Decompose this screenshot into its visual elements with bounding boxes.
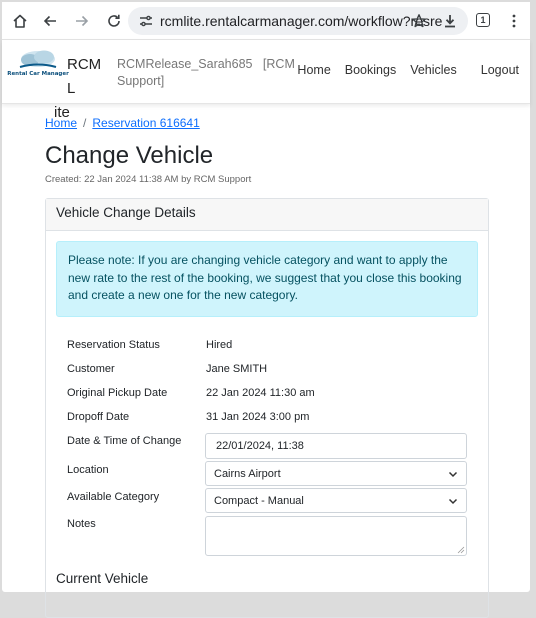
dropoff-label: Dropoff Date [67,411,130,423]
bookmark-star-icon[interactable] [407,9,431,33]
location-selected: Cairns Airport [214,468,281,480]
page-title: Change Vehicle [45,142,214,169]
tab-count-icon[interactable]: 1 [476,13,490,27]
browser-menu-icon[interactable] [502,9,526,33]
pickup-value: 22 Jan 2024 11:30 am [206,387,315,399]
category-selected: Compact - Manual [214,495,304,507]
breadcrumb-home-link[interactable]: Home [45,116,78,130]
user-name: RCMRelease_Sarah685 [117,57,253,71]
site-navbar [2,40,530,121]
breadcrumb [45,116,200,130]
current-vehicle-title: Current Vehicle [56,571,149,586]
reload-icon[interactable] [102,9,126,33]
category-select[interactable] [205,488,467,513]
nav-link-home[interactable]: Home [297,63,331,77]
main-content [2,104,530,592]
location-select[interactable] [205,461,467,486]
svg-text:Rental Car Manager: Rental Car Manager [7,71,69,77]
resize-grip-icon[interactable] [458,547,464,553]
customer-value: Jane SMITH [206,363,268,375]
card-header: Vehicle Change Details [46,199,488,231]
user-role-open: [RCM [262,57,295,71]
location-label: Location [67,464,109,476]
chevron-down-icon [448,469,458,479]
change-datetime-label: Date & Time of Change [67,435,182,447]
nav-link-vehicles[interactable]: Vehicles [410,63,457,77]
browser-window [2,2,530,592]
brand-line-2: ite [54,104,70,121]
notes-label: Notes [67,518,96,530]
dropoff-value: 31 Jan 2024 3:00 pm [206,411,310,423]
user-role-close: Support] [117,74,165,88]
home-icon[interactable] [8,9,32,33]
vehicle-change-card [45,198,489,618]
category-label: Available Category [67,491,160,503]
breadcrumb-separator: / [83,116,87,130]
brand-line-1: RCM L [67,56,102,97]
created-info: Created: 22 Jan 2024 11:38 AM by RCM Support [45,174,252,185]
browser-toolbar [2,2,530,40]
nav-links [297,63,530,77]
forward-arrow-icon[interactable] [70,9,94,33]
site-settings-icon[interactable] [138,13,154,29]
user-info [117,56,295,90]
status-label: Reservation Status [67,339,160,351]
pickup-label: Original Pickup Date [67,387,168,399]
status-value: Hired [206,339,233,351]
url-text[interactable]: rcmlite.rentalcarmanager.com/workflow?resre [160,13,443,29]
info-alert: Please note: If you are changing vehicle category and want to apply the new rate to the rest of the booking, we suggest that you close this booking and create a new one for the new category. [56,241,478,317]
back-arrow-icon[interactable] [38,9,62,33]
logout-link[interactable]: Logout [480,63,519,77]
nav-link-bookings[interactable]: Bookings [344,63,397,77]
customer-label: Customer [67,363,115,375]
notes-textarea[interactable] [205,516,467,556]
chevron-down-icon [448,496,458,506]
change-datetime-input[interactable]: 22/01/2024, 11:38 [205,433,467,459]
download-icon[interactable] [438,9,462,33]
breadcrumb-reservation-link[interactable]: Reservation 616641 [92,116,200,130]
